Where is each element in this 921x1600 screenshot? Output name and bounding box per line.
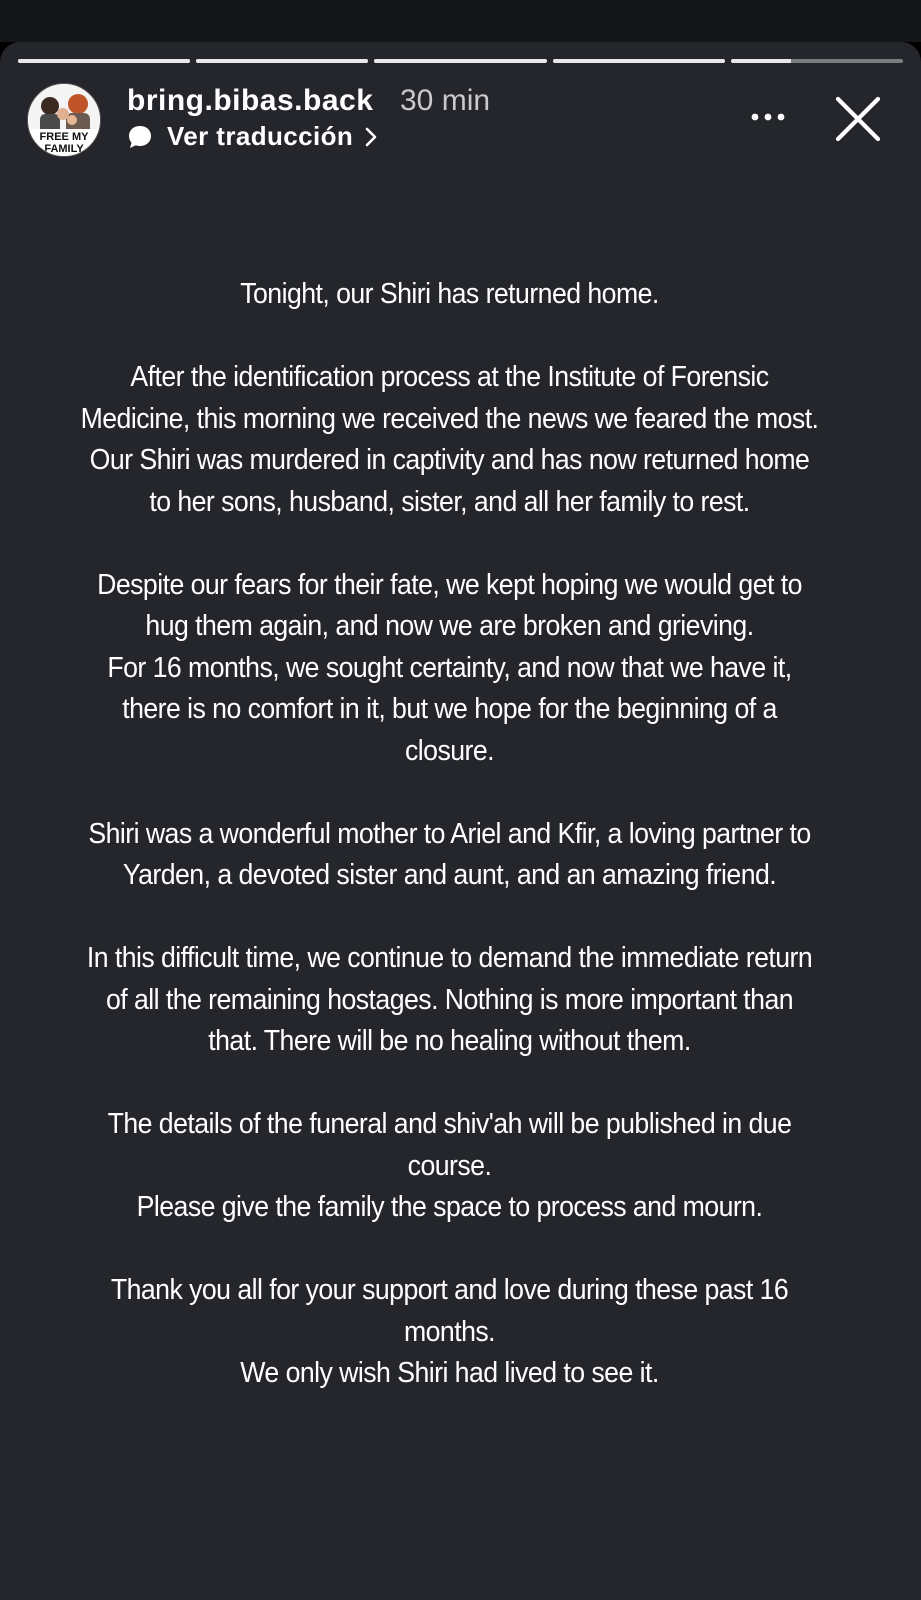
progress-segment [553,59,725,63]
svg-text:FREE MY: FREE MY [39,131,89,143]
chevron-right-icon [363,126,379,148]
see-translation-label: Ver traducción [167,121,354,151]
paragraph-identification: After the identification process at the Institute of Forensic Medicine, this morning we received the news we feared the most. Our Shiri was murdered in captivity and has now returned home to her sons, husband, sister, and all her family to rest. [80,361,819,518]
progress-segment [731,59,903,63]
close-button[interactable] [834,95,882,143]
see-translation-link[interactable] [127,121,379,152]
progress-segment [196,59,368,63]
paragraph-returned-home: Tonight, our Shiri has returned home. [240,278,659,310]
story-progress-bar [18,59,903,63]
paragraph-demand: In this difficult time, we continue to demand the immediate return of all the remaining hostages. Nothing is more important than that. There will be no healing without them. [86,942,813,1057]
story-viewer[interactable] [0,42,921,1600]
story-text [56,274,843,1436]
paragraph-funeral: The details of the funeral and shiv'ah will be published in due course. Please give the family the space to process and mourn. [107,1108,792,1223]
more-options-button[interactable] [746,102,790,132]
progress-segment [18,59,190,63]
username[interactable]: bring.bibas.back [127,84,374,117]
time-ago: 30 min [400,84,491,117]
paragraph-fears: Despite our fears for their fate, we kept hoping we would get to hug them again, and now we are broken and grieving. For 16 months, we sought certainty, and now that we have it, there is no comfort in it, but we hope for the beginning of a closure. [97,568,802,767]
paragraph-tribute: Shiri was a wonderful mother to Ariel and Kfir, a loving partner to Yarden, a devoted sister and aunt, and an amazing friend. [88,817,811,891]
speech-bubble-icon [127,124,153,150]
status-area [0,0,921,42]
svg-text:FAMILY: FAMILY [44,143,84,155]
progress-segment [374,59,546,63]
avatar-image [28,84,100,156]
paragraph-thanks: Thank you all for your support and love during these past 16 months. We only wish Shiri had lived to see it. [110,1274,789,1389]
profile-avatar[interactable] [27,83,101,157]
